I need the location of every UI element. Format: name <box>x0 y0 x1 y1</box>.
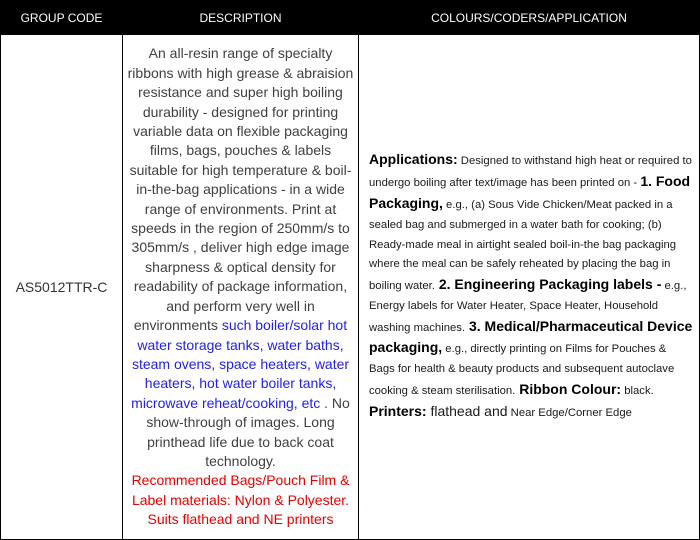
printers-value-flathead: flathead and <box>426 402 508 419</box>
description-recommended: Recommended Bags/Pouch Film & Label materials: Nylon & Polyester. Suits flathead and NE printers <box>131 472 350 528</box>
applications-intro: Designed to withstand high heat or required to undergo boiling after text/image has been printed on - <box>369 155 692 190</box>
food-packaging-label: 1. Food Packaging, <box>369 173 691 211</box>
application-cell <box>359 35 700 540</box>
header-row <box>1 1 700 35</box>
group-code-cell: AS5012TTR-C <box>1 35 123 540</box>
description-after: . No show-through of images. Long printhead life due to back coat technology. <box>146 394 350 469</box>
header-group-code: GROUP CODE <box>1 1 123 35</box>
description-main: An all-resin range of specialty ribbons with high grease & abraision resistance and super high boiling durability - designed for printing variable data on flexible packaging films, bags, pouches & labels suitable for high temperature & boil-in-the-bag applications - in a wide range of environments. Print at speeds in the region of 250mm/s to 305mm/s , deliver high edge image sharpness & optical density for readability of package information, and perform very well in environments <box>127 45 354 334</box>
header-description: DESCRIPTION <box>123 1 359 35</box>
applications-label: Applications: <box>369 151 458 168</box>
printers-label: Printers: <box>369 402 427 419</box>
description-cell <box>123 35 359 540</box>
medical-packaging-text: e.g., directly printing on Films for Pouches & Bags for health & beauty products and subsequent autoclave cooking & steam sterilisation. <box>369 343 675 398</box>
printers-value-edge: Near Edge/Corner Edge <box>507 406 632 419</box>
ribbon-colour-label: Ribbon Colour: <box>515 381 622 398</box>
food-packaging-text: e.g., (a) Sous Vide Chicken/Meat packed in a sealed bag and submerged in a water bath for cooking; (b) Ready-made meal in airtight sealed boil-in-the bag packaging where the meal can be safely reheated by placing the bag in boiling water. <box>369 198 677 293</box>
description-environments: such boiler/solar hot water storage tanks, water baths, steam ovens, space heaters, water heaters, hot water boiler tanks, microwave reheat/cooking, etc <box>131 317 350 411</box>
ribbon-colour-value: black. <box>621 385 654 398</box>
engineering-packaging-text: e.g., Energy labels for Water Heater, Space Heater, Household washing machines. <box>369 280 687 334</box>
medical-packaging-label: 3. Medical/Pharmaceutical Device packaging, <box>369 317 693 356</box>
table-row <box>1 35 700 540</box>
header-colours-coders-application: COLOURS/CODERS/APPLICATION <box>359 1 700 35</box>
engineering-packaging-label: 2. Engineering Packaging labels - <box>434 276 662 293</box>
